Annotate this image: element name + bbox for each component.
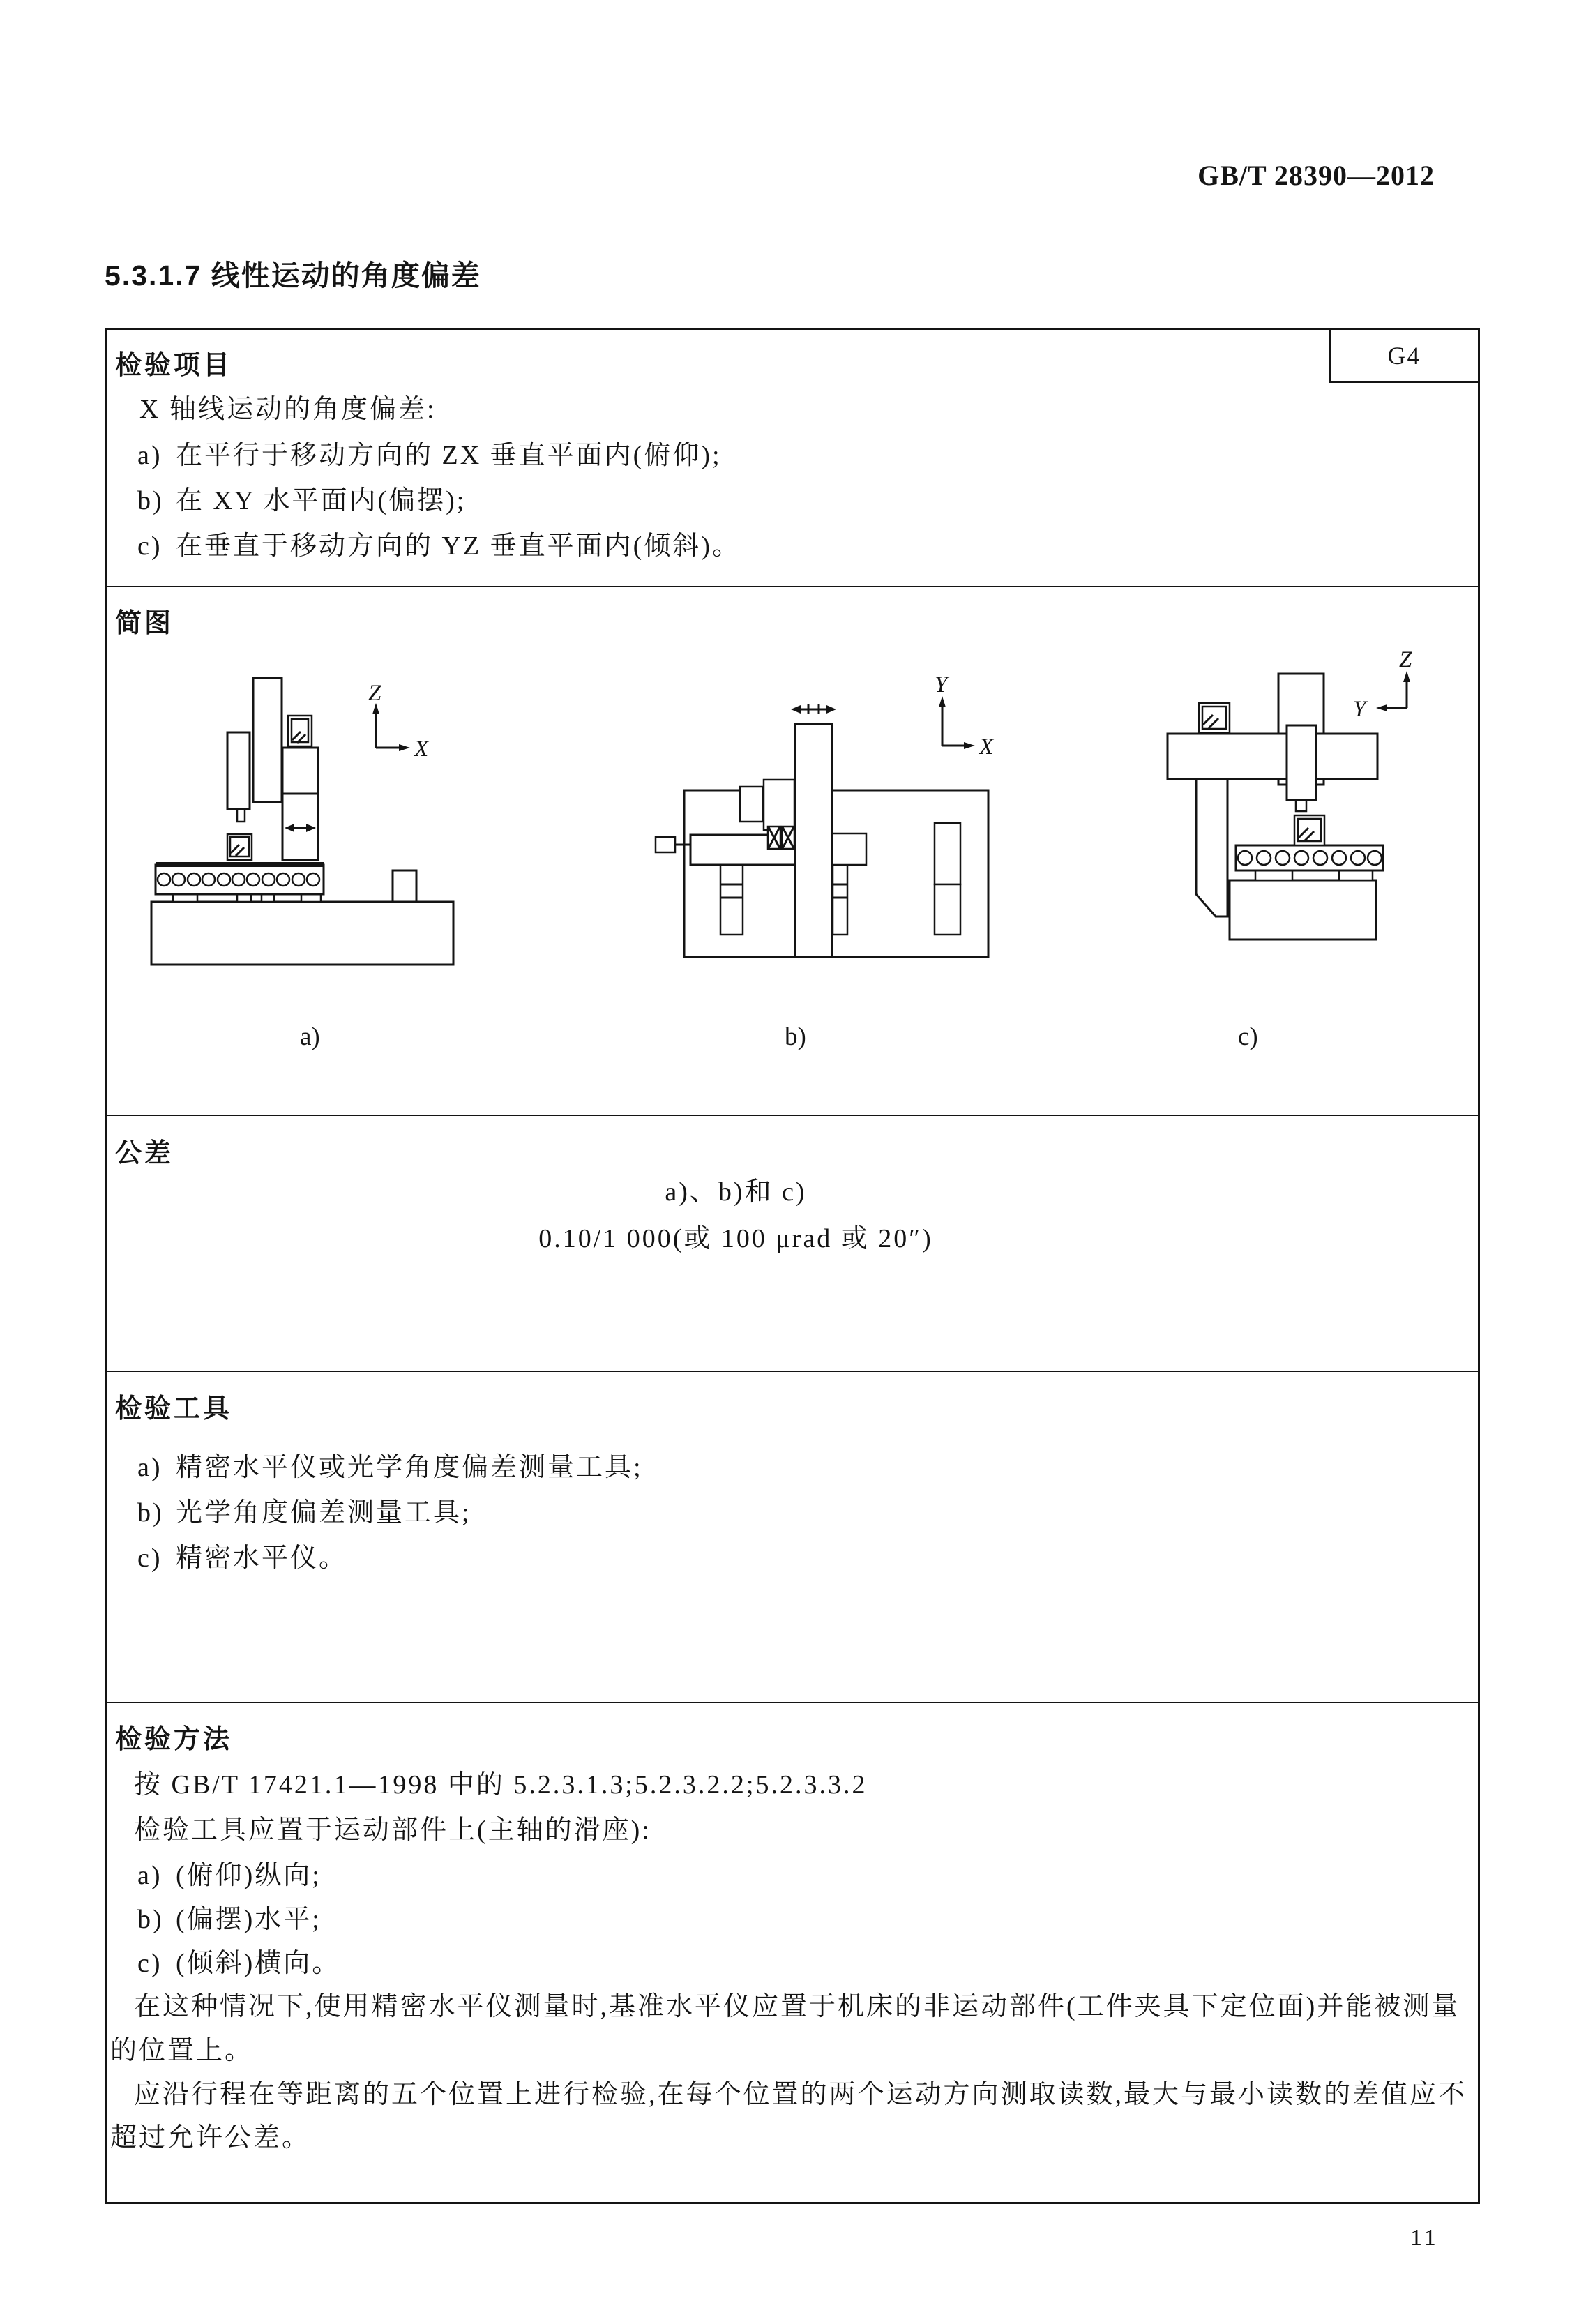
method-placement-line: 检验工具应置于运动部件上(主轴的滑座): — [134, 1816, 651, 1845]
row-divider-2 — [105, 1115, 1480, 1116]
machine-base — [1230, 880, 1376, 940]
y-axis-arrow — [1376, 704, 1387, 711]
axes-c — [1353, 647, 1412, 722]
axes-a — [368, 681, 430, 762]
item-b-marker: b) — [137, 486, 164, 515]
method-paragraph1-line2: 的位置上。 — [110, 2036, 254, 2065]
c-frame — [1196, 779, 1227, 916]
diagram-caption-a: a) — [300, 1023, 320, 1051]
row-label-tolerance: 公差 — [115, 1139, 174, 1168]
y-axis-arrow — [939, 696, 946, 707]
axes-b — [935, 672, 995, 760]
measuring-shaft — [656, 837, 675, 852]
axis-label-x: X — [979, 734, 994, 760]
axis-label-x: X — [414, 737, 429, 762]
method-a-text: (俯仰)纵向; — [176, 1861, 322, 1890]
level-instrument-on-table — [1294, 815, 1324, 845]
diagram-a-machine-front-view — [139, 670, 558, 969]
x-axis-arrow — [399, 744, 410, 751]
x-axis-arrow — [964, 742, 975, 749]
z-axis-arrow — [1403, 671, 1410, 682]
row-label-tools: 检验工具 — [115, 1394, 233, 1424]
tool-b-marker: b) — [137, 1498, 164, 1527]
spindle-slide — [227, 732, 250, 809]
tool-b-text: 光学角度偏差测量工具; — [176, 1498, 471, 1527]
row-divider-4 — [105, 1702, 1480, 1703]
method-b-marker: b) — [137, 1905, 164, 1934]
x-motion-double-arrow — [791, 704, 836, 714]
diagram-caption-c: c) — [1238, 1023, 1258, 1051]
diagram-b-machine-top-view — [649, 670, 1025, 969]
item-a-marker: a) — [137, 441, 163, 470]
row-label-item: 检验项目 — [115, 351, 233, 380]
method-a-marker: a) — [137, 1861, 163, 1890]
row-divider-1 — [105, 586, 1480, 587]
machine-head — [282, 748, 318, 860]
grade-code: G4 — [1387, 341, 1421, 370]
tool-c-marker: c) — [137, 1544, 163, 1573]
tolerance-value: 0.10/1 000(或 100 μrad 或 20″) — [538, 1224, 933, 1253]
axis-label-z: Z — [1399, 647, 1412, 672]
diagram-c-machine-side-view — [1151, 649, 1458, 949]
method-reference-line: 按 GB/T 17421.1—1998 中的 5.2.3.1.3;5.2.3.2.2;5.2.3.3.2 — [134, 1770, 868, 1799]
method-c-marker: c) — [137, 1949, 163, 1978]
axis-label-y: Y — [935, 672, 948, 697]
level-instrument-on-table — [227, 834, 252, 860]
row-divider-3 — [105, 1371, 1480, 1372]
item-b-text: 在 XY 水平面内(偏摆); — [176, 486, 467, 515]
reference-block — [393, 870, 416, 902]
page-number: 11 — [1410, 2225, 1439, 2251]
method-paragraph1-line1: 在这种情况下,使用精密水平仪测量时,基准水平仪应置于机床的非运动部件(工件夹具下定位面)并能被测量 — [134, 1992, 1460, 2021]
crossrail — [1168, 734, 1377, 779]
item-a-text: 在平行于移动方向的 ZX 垂直平面内(俯仰); — [176, 441, 722, 470]
clamp-hatch-blocks — [768, 827, 794, 849]
row-label-method: 检验方法 — [115, 1725, 233, 1754]
doc-number: GB/T 28390—2012 — [1198, 160, 1435, 191]
axis-label-z: Z — [368, 681, 381, 706]
spindle-slide — [1287, 725, 1316, 800]
row-label-diagram: 简图 — [115, 609, 174, 638]
method-c-text: (倾斜)横向。 — [176, 1949, 341, 1978]
diagram-caption-b: b) — [785, 1023, 806, 1051]
section-heading: 5.3.1.7 线性运动的角度偏差 — [105, 259, 481, 292]
tool-a-marker: a) — [137, 1453, 163, 1482]
method-paragraph2-line1: 应沿行程在等距离的五个位置上进行检验,在每个位置的两个运动方向测取读数,最大与最小读数的差值应不 — [134, 2080, 1467, 2109]
method-b-text: (偏摆)水平; — [176, 1905, 322, 1934]
level-instrument-on-head — [288, 716, 312, 746]
grade-code-box — [1329, 328, 1480, 383]
moving-column — [795, 724, 832, 957]
tolerance-scope: a)、b)和 c) — [665, 1177, 807, 1207]
axis-label-y: Y — [1353, 697, 1366, 722]
machine-base — [151, 902, 453, 965]
machine-column — [253, 678, 282, 802]
tool-c-text: 精密水平仪。 — [176, 1544, 348, 1573]
method-paragraph2-line2: 超过允许公差。 — [110, 2123, 311, 2152]
level-instrument-on-crossrail — [1199, 703, 1230, 733]
item-c-marker: c) — [137, 531, 163, 561]
item-c-text: 在垂直于移动方向的 YZ 垂直平面内(倾斜)。 — [176, 531, 741, 561]
item-intro: X 轴线运动的角度偏差: — [139, 395, 437, 424]
tool-a-text: 精密水平仪或光学角度偏差测量工具; — [176, 1453, 643, 1482]
